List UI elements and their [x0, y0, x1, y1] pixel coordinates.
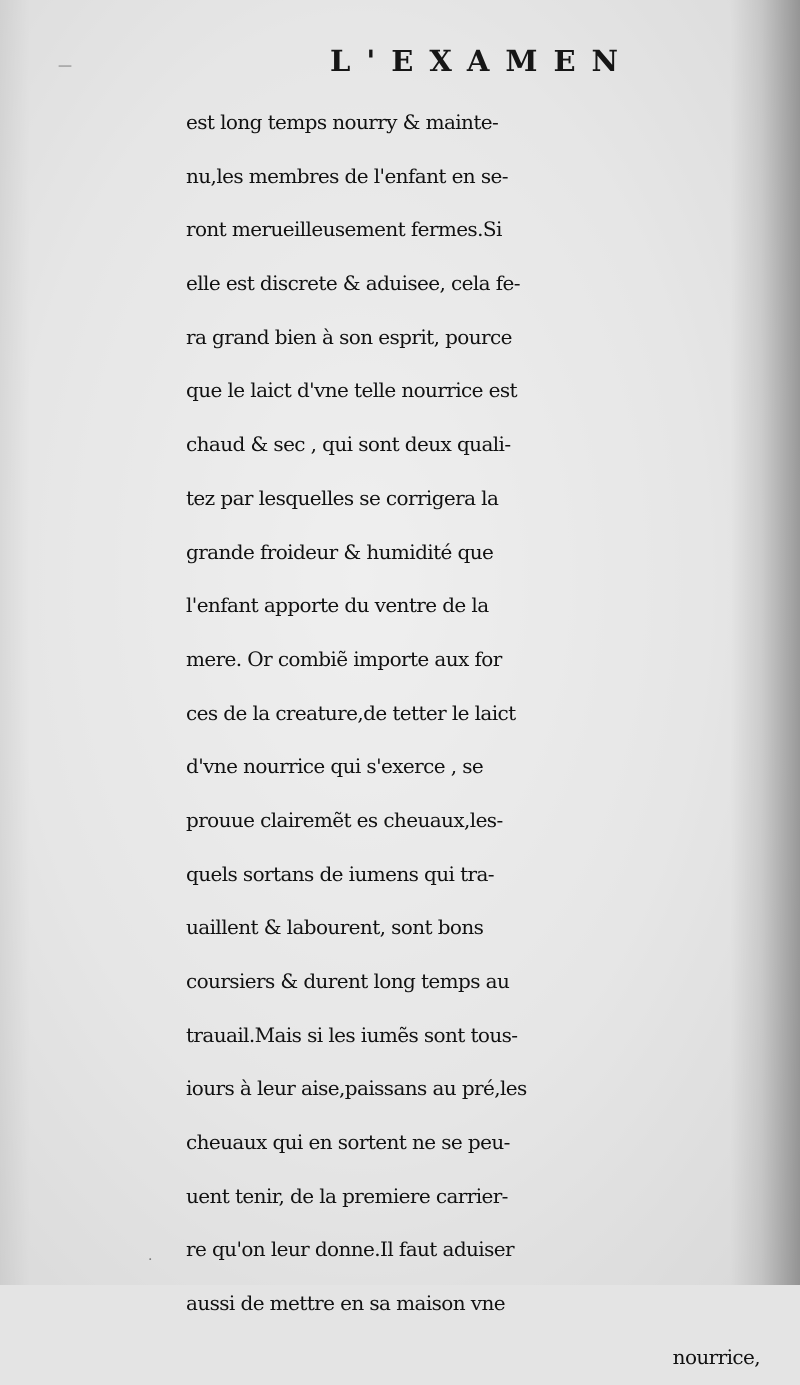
text-line: quels sortans de iumens qui tra- [186, 861, 494, 886]
text-line: mere. Or combiẽ importe aux for [186, 646, 502, 671]
text-line: iours à leur aise,paissans au pré,les [186, 1076, 527, 1101]
text-line: est long temps nourry & mainte- [186, 110, 499, 134]
text-line: re qu'on leur donne.Il faut aduiser [186, 1237, 514, 1262]
text-line: l'enfant apporte du ventre de la [186, 593, 489, 618]
text-line: uent tenir, de la premiere carrier- [186, 1183, 508, 1208]
running-head: L'EXAMEN [330, 44, 635, 78]
page-edge-shade [0, 0, 30, 1285]
text-line: trauail.Mais si les iumẽs sont tous- [186, 1022, 518, 1047]
catchword: nourrice, [672, 1344, 760, 1369]
margin-dash-mark: — [58, 58, 72, 74]
text-line: prouue clairemẽt es cheuaux,les- [186, 807, 503, 832]
text-line: coursiers & durent long temps au [186, 969, 510, 993]
text-line: grande froideur & humidité que [186, 539, 494, 564]
text-line: aussi de mettre en sa maison vne [186, 1291, 505, 1316]
text-line: ces de la creature,de tetter le laict [186, 700, 516, 725]
text-line: d'vne nourrice qui s'exerce , se [186, 754, 484, 779]
text-line: que le laict d'vne telle nourrice est [186, 378, 517, 403]
text-line: ront merueilleusement fermes.Si [186, 217, 502, 242]
margin-speck-mark: · [148, 1252, 153, 1268]
text-line: nu,les membres de l'enfant en se- [186, 163, 508, 188]
body-text [186, 96, 766, 1385]
text-line: tez par lesquelles se corrigera la [186, 485, 499, 510]
text-line: uaillent & labourent, sont bons [186, 915, 484, 940]
text-line: chaud & sec , qui sont deux quali- [186, 432, 511, 457]
text-line: cheuaux qui en sortent ne se peu- [186, 1130, 510, 1155]
text-line: elle est discrete & aduisee, cela fe- [186, 271, 520, 296]
text-line: ra grand bien à son esprit, pource [186, 324, 512, 349]
